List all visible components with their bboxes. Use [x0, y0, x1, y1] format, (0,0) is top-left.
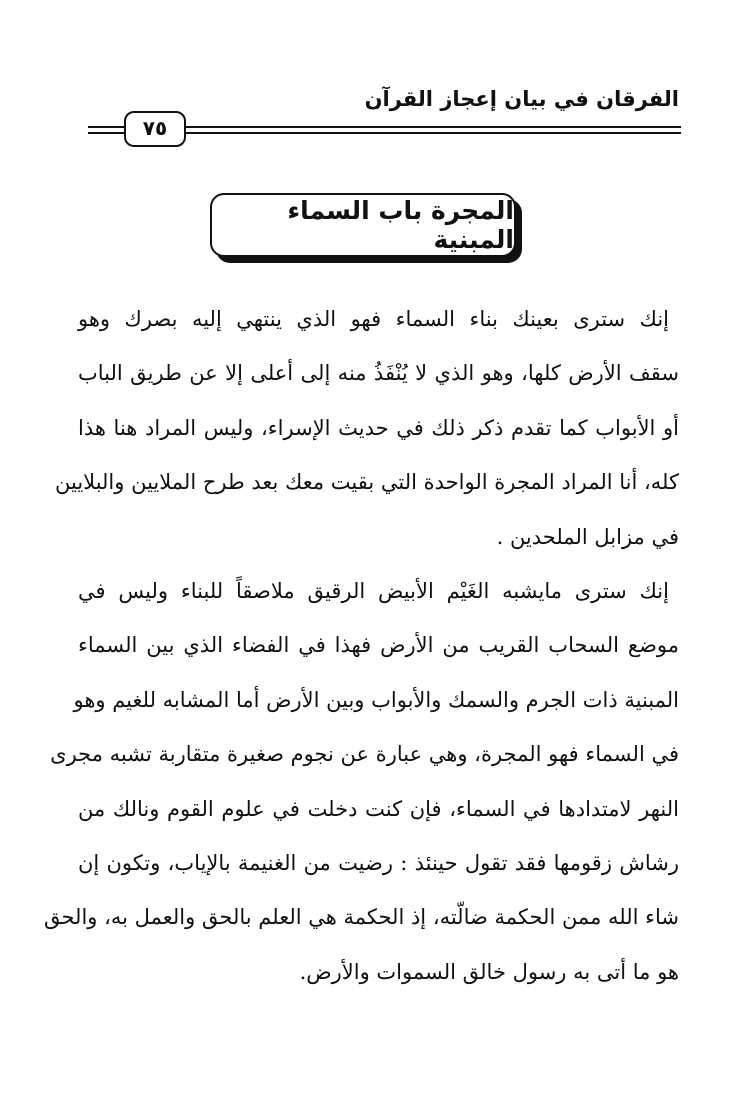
rule-line [186, 132, 681, 134]
text-line: النهر لامتدادها في السماء، فإن كنت دخلت في علوم القوم ونالك من [78, 796, 679, 821]
text-line: شاء الله ممن الحكمة ضالّته، إذ الحكمة هي العلم بالحق والعمل به، والحق [43, 905, 679, 930]
rule-line [88, 126, 124, 128]
section-title: المجرة باب السماء المبنية [210, 193, 516, 257]
running-header-title: الفرقان في بيان إعجاز القرآن [364, 87, 679, 111]
paragraph-1 [55, 292, 679, 564]
text-line: إنك سترى مايشبه الغَيْم الأبيض الرقيق ملاصقاً للبناء وليس في [78, 579, 669, 604]
rule-line [88, 132, 124, 134]
body-text [43, 292, 679, 999]
text-line: إنك سترى بعينك بناء السماء فهو الذي ينتهي إليه بصرك وهو [78, 307, 669, 331]
header-rule [88, 111, 681, 147]
text-line: في السماء فهو المجرة، وهي عبارة عن نجوم صغيرة متقاربة تشبه مجرى [50, 742, 679, 767]
paragraph-2 [43, 564, 679, 999]
text-line: كله، أنا المراد المجرة الواحدة التي بقيت معك بعد طرح الملايين والبلايين [55, 470, 679, 495]
page-number: ٧٥ [124, 111, 186, 147]
text-line: المبنية ذات الجرم والسمك والأبواب وبين الأرض أما المشابه للغيم وهو [73, 687, 679, 712]
rule-line [186, 126, 681, 128]
text-line: في مزابل الملحدين . [496, 524, 679, 549]
text-line: موضع السحاب القريب من الأرض فهذا في الفضاء الذي بين السماء [78, 633, 679, 658]
text-line: أو الأبواب كما تقدم ذكر ذلك في حديث الإسراء، وليس المراد هنا هذا [78, 415, 679, 440]
text-line: سقف الأرض كلها، وهو الذي لا يُنْفَذُ منه إلى أعلى إلا عن طريق الباب [78, 361, 679, 386]
text-line: هو ما أتى به رسول خالق السموات والأرض. [299, 959, 679, 984]
text-line: رشاش زقومها فقد تقول حينئذ : رضيت من الغنيمة بالإياب، وتكون إن [78, 851, 679, 876]
